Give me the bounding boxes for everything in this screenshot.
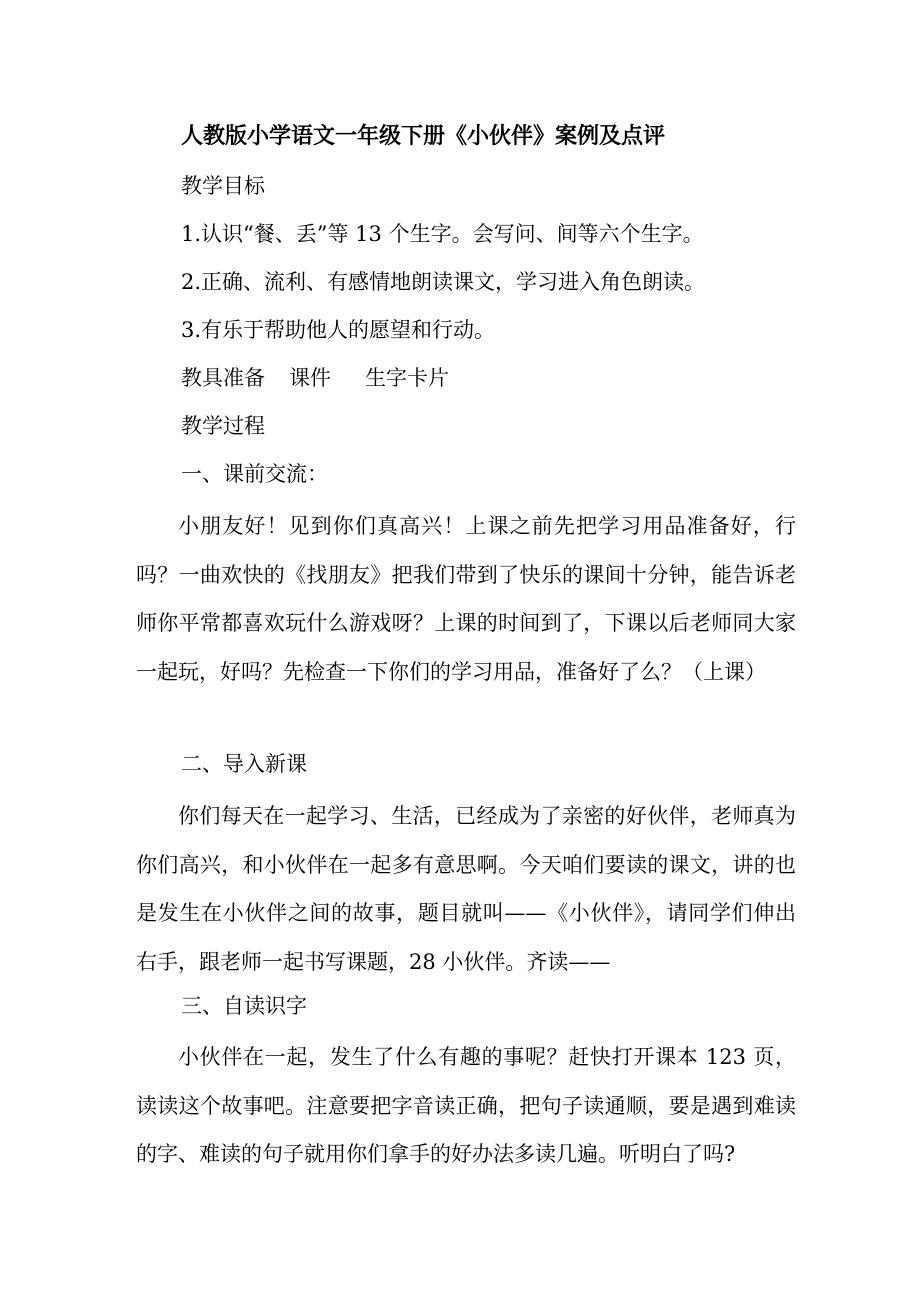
tools-item-courseware: 课件 bbox=[289, 366, 331, 390]
tools-item-cards: 生字卡片 bbox=[365, 366, 449, 390]
section-paragraph-2: 你们每天在一起学习、生活，已经成为了亲密的好伙伴，老师真为你们高兴，和小伙伴在一起多有意思啊。今天咱们要读的课文，讲的也是发生在小伙伴之间的故事，题目就叫——《小伙伴》，请同学们伸出右手，跟老师一起书写课题，28 小伙伴。齐读—— bbox=[136, 804, 796, 974]
goal-item-1: 1.认识“餐、丢”等 13 个生字。会写问、间等六个生字。 bbox=[181, 222, 704, 246]
section-paragraph-3: 小伙伴在一起，发生了什么有趣的事呢？赶快打开课本 123 页，读读这个故事吧。注意要把字音读正确，把句子读通顺，要是遇到难读的字、难读的句子就用你们拿手的好办法多读几遍。听明白了吗? bbox=[136, 1045, 796, 1166]
process-heading: 教学过程 bbox=[181, 414, 265, 438]
goal-item-3: 3.有乐于帮助他人的愿望和行动。 bbox=[181, 318, 496, 342]
section-heading-1: 一、课前交流： bbox=[181, 462, 328, 486]
document-title: 人教版小学语文一年级下册《小伙伴》案例及点评 bbox=[181, 123, 666, 149]
goal-item-2: 2.正确、流利、有感情地朗读课文，学习进入角色朗读。 bbox=[181, 270, 706, 294]
goals-heading: 教学目标 bbox=[181, 174, 265, 198]
section-heading-2: 二、导入新课 bbox=[181, 752, 307, 776]
section-paragraph-1: 小朋友好！见到你们真高兴！上课之前先把学习用品准备好，行吗？一曲欢快的《找朋友》把我们带到了快乐的课间十分钟，能告诉老师你平常都喜欢玩什么游戏呀？上课的时间到了，下课以后老师同大家一起玩，好吗？先检查一下你们的学习用品，准备好了么？（上课） bbox=[136, 514, 796, 684]
section-heading-3: 三、自读识字 bbox=[181, 994, 307, 1018]
tools-line bbox=[181, 358, 449, 398]
tools-label: 教具准备 bbox=[181, 366, 265, 390]
